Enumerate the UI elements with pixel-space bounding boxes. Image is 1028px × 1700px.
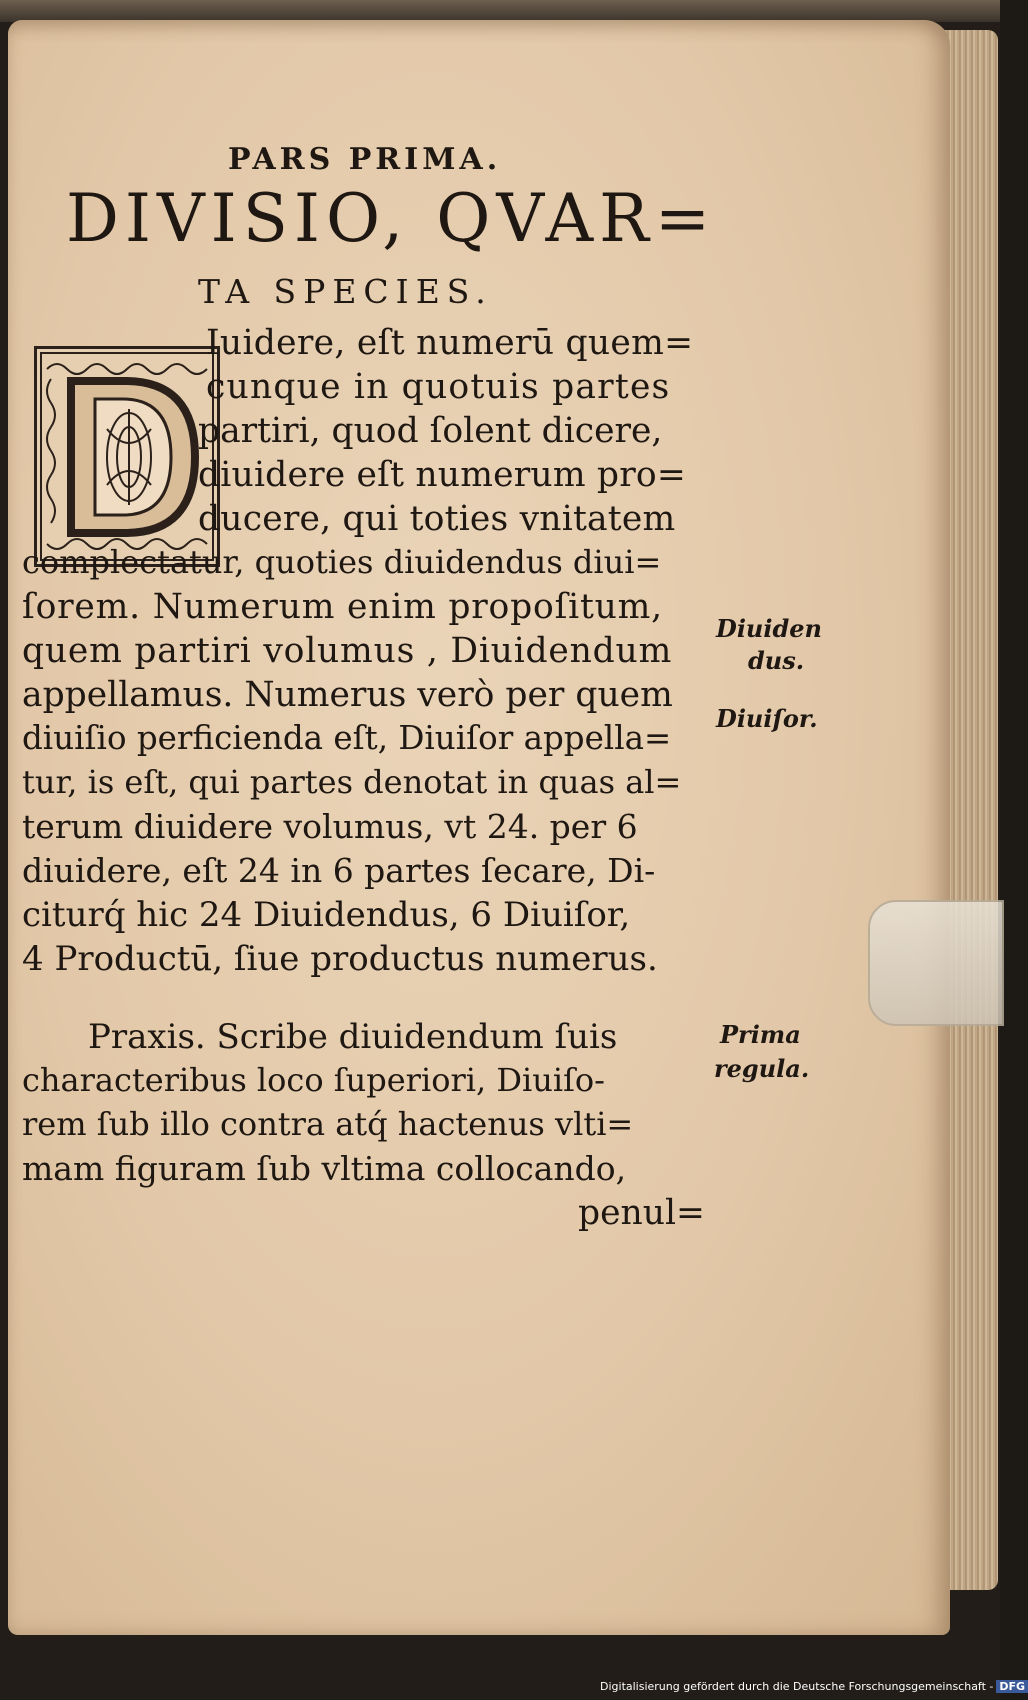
- body-line: ducere, qui toties vnitatem: [198, 499, 676, 539]
- decorated-initial-d: [34, 346, 220, 567]
- footer-text: Digitalisierung gefördert durch die Deutsche Forschungsgemeinschaft -: [600, 1680, 994, 1693]
- running-head: PARS PRIMA.: [228, 142, 502, 177]
- body-line: diuiſio perficienda eſt, Diuiſor appella=: [22, 719, 672, 757]
- catchword: penul=: [578, 1193, 705, 1233]
- body-line: citurq́ hic 24 Diuidendus, 6 Diuiſor,: [22, 895, 631, 935]
- chapter-title-line-2: TA SPECIES.: [198, 272, 493, 311]
- body-line: diuidere eſt numerum pro=: [198, 455, 686, 495]
- margin-note-regula: regula.: [714, 1054, 810, 1083]
- praxis-line: rem ſub illo contra atq́ hactenus vlti=: [22, 1105, 634, 1143]
- body-line: ſorem. Numerum enim propoſitum,: [22, 587, 663, 627]
- praxis-line: characteribus loco ſuperiori, Diuiſo-: [22, 1061, 605, 1099]
- chapter-title-line-1: DIVISIO, QVAR=: [66, 180, 717, 257]
- digitization-footer: [600, 1680, 1028, 1693]
- body-line: tur, is eſt, qui partes denotat in quas al=: [22, 763, 682, 801]
- body-line: cunque in quotuis partes: [206, 367, 671, 407]
- body-line: partiri, quod ſolent dicere,: [198, 411, 663, 451]
- body-line: diuidere, eſt 24 in 6 partes ſecare, Di-: [22, 851, 656, 890]
- book-page: [8, 20, 950, 1635]
- praxis-line: mam figuram ſub vltima collocando,: [22, 1149, 627, 1188]
- body-line: 4 Productū, ſiue productus numerus.: [22, 939, 658, 979]
- margin-note-divisor: Diuiſor.: [716, 704, 818, 733]
- margin-note-prima: Prima: [720, 1020, 801, 1049]
- body-line: terum diuidere volumus, vt 24. per 6: [22, 807, 638, 846]
- book-top-edge: [0, 0, 1000, 22]
- margin-note-dividendus: Diuiden: [716, 614, 822, 643]
- body-line: Iuidere, eſt numerū quem=: [206, 323, 694, 363]
- book-clasp: [868, 900, 1004, 1026]
- body-line: complectatur, quoties diuidendus diui=: [22, 543, 662, 581]
- ornament-initial-icon: [37, 349, 217, 564]
- body-line: quem partiri volumus , Diuidendum: [22, 631, 673, 671]
- dfg-logo: DFG: [996, 1680, 1028, 1693]
- body-line: appellamus. Numerus verò per quem: [22, 675, 673, 715]
- margin-note-dividendus-cont: dus.: [748, 646, 805, 675]
- praxis-line: Praxis. Scribe diuidendum ſuis: [88, 1017, 618, 1057]
